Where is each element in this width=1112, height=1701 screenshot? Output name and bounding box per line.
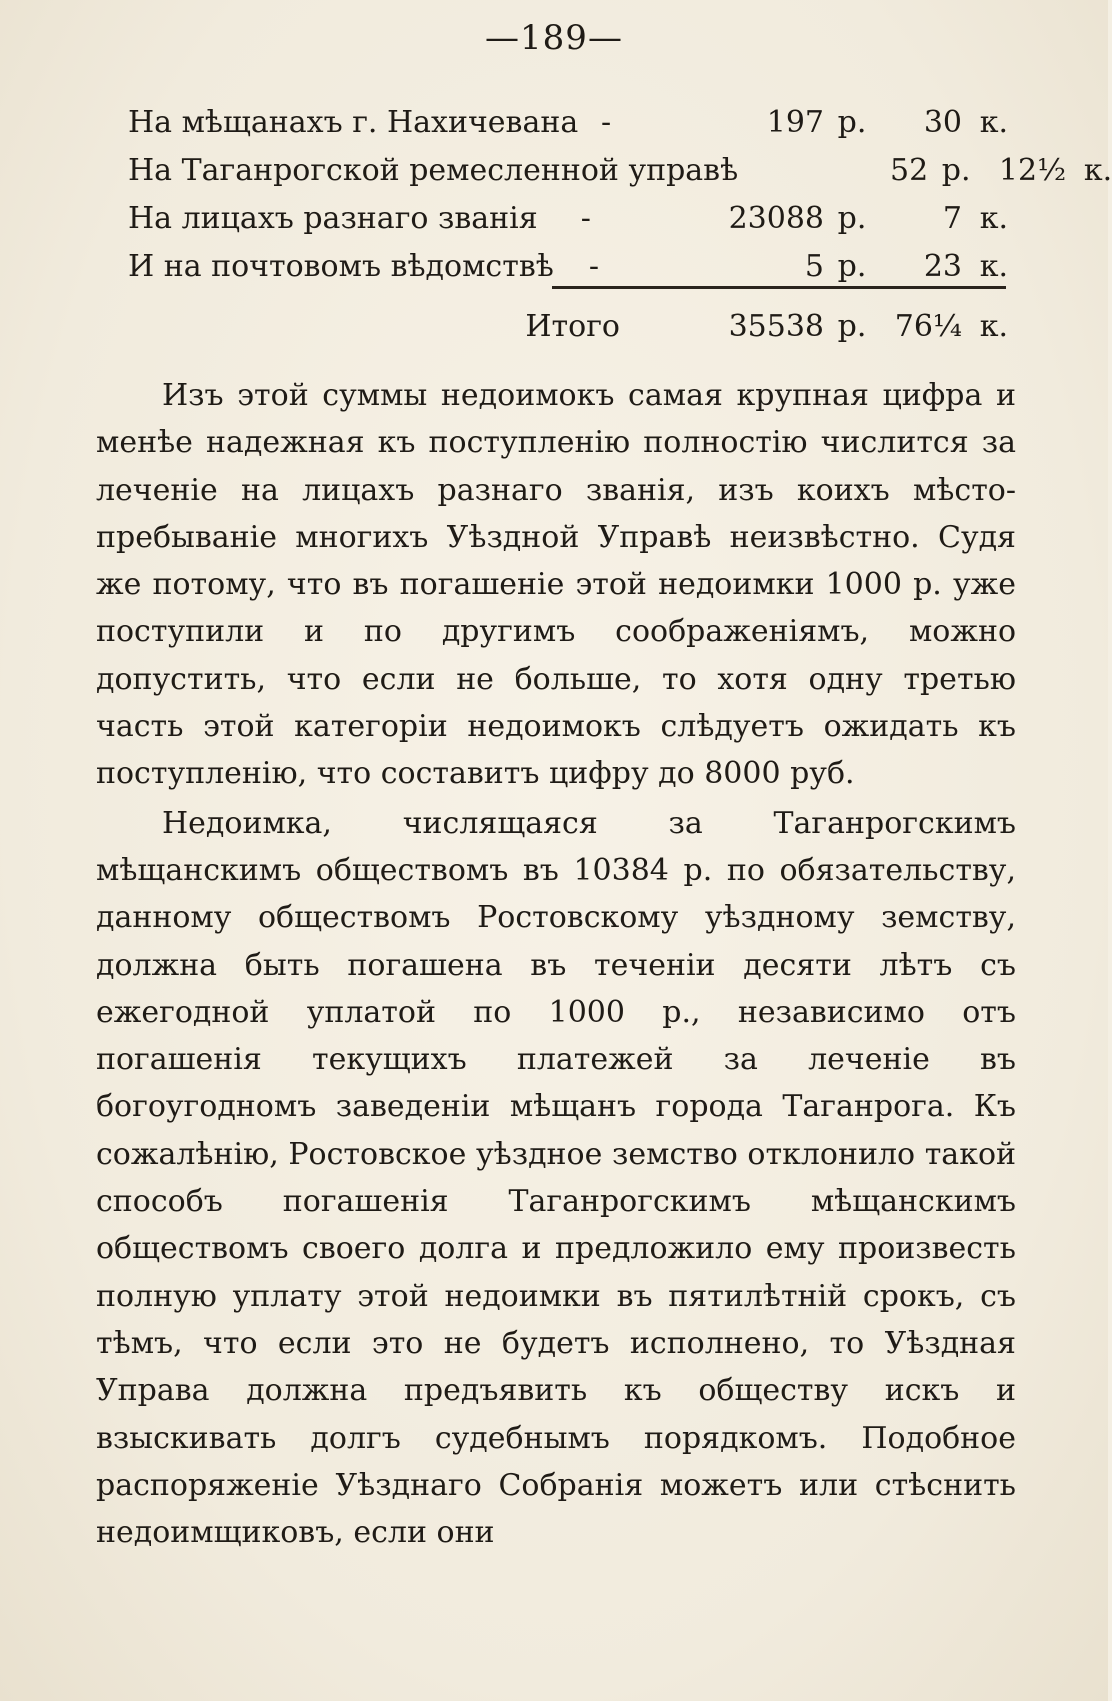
row-kopecks: 7	[942, 201, 962, 236]
row-kopecks: 23	[923, 249, 962, 284]
row-rubles: 197	[766, 105, 824, 140]
body-text	[96, 372, 1016, 1558]
row-dash: -	[580, 201, 591, 236]
row-rubles: 23088	[728, 201, 824, 236]
row-rubles-unit: р.	[837, 105, 867, 140]
total-row-wrap	[128, 296, 1008, 344]
row-rubles-unit: р.	[941, 153, 971, 188]
row-rubles-unit: р.	[837, 249, 867, 284]
table-row	[128, 188, 1008, 236]
row-label: И на почтовомъ вѣдомствѣ	[128, 249, 554, 284]
total-kopecks-unit: к.	[979, 309, 1008, 344]
paragraph: Изъ этой суммы недоимокъ самая крупная цифра и менѣе надежная къ поступленію полностію числится за леченіе на лицахъ разнаго званія, изъ коихъ мѣсто-пребываніе многихъ Уѣздной Управѣ неизвѣстно. Судя же потому, что въ погашеніе этой недоимки 1000 р. уже поступили и по другимъ соображеніямъ, можно допустить, что если не больше, то хотя одну третью часть этой категоріи недоимокъ слѣдуетъ ожидать къ поступленію, что составитъ цифру до 8000 руб.	[96, 378, 1016, 792]
row-rubles: 5	[804, 249, 824, 284]
page-number: —189—	[485, 18, 623, 58]
row-kopecks-unit: к.	[979, 105, 1008, 140]
paragraph: Недоимка, числящаяся за Таганрогскимъ мѣщанскимъ обществомъ въ 10384 р. по обязательству, данному обществомъ Ростовскому уѣздному земству, должна быть погашена въ теченіи десяти лѣтъ съ ежегодной уплатой по 1000 р., независимо отъ погашенія текущихъ платежей за леченіе въ богоугодномъ заведеніи мѣщанъ города Таганрога. Къ сожалѣнію, Ростовское уѣздное земство отклонило такой способъ погашенія Таганрогскимъ мѣщанскимъ обществомъ своего долга и предложило ему произвесть полную уплату этой недоимки въ пятилѣтній срокъ, съ тѣмъ, что если это не будетъ исполнено, то Уѣздная Управа должна предъявить къ обществу искъ и взыскивать долгъ судебнымъ порядкомъ. Подобное распоряженіе Уѣзднаго Собранія можетъ или стѣснить недоимщиковъ, если они	[96, 805, 1016, 1551]
row-label: На лицахъ разнаго званія	[128, 201, 538, 236]
total-divider-rule	[552, 286, 1006, 289]
arrears-table	[128, 92, 1112, 284]
table-row	[128, 92, 1008, 140]
total-rubles-unit: р.	[837, 309, 867, 344]
row-kopecks-unit: к.	[979, 249, 1008, 284]
total-label: Итого	[525, 309, 620, 344]
row-dash: -	[588, 249, 599, 284]
row-kopecks-unit: к.	[1083, 153, 1112, 188]
row-kopecks: 12½	[998, 153, 1067, 188]
row-label: На Таганрогской ремесленной управѣ	[128, 153, 739, 188]
row-label: На мѣщанахъ г. Нахичевана	[128, 105, 579, 140]
table-row	[128, 140, 1112, 188]
row-rubles: 52	[889, 153, 929, 188]
table-row	[128, 236, 1008, 284]
total-row	[128, 296, 1008, 344]
row-kopecks-unit: к.	[979, 201, 1008, 236]
row-rubles-unit: р.	[837, 201, 867, 236]
row-kopecks: 30	[923, 105, 962, 140]
row-dash: -	[601, 105, 612, 140]
total-kopecks: 76¼	[894, 309, 962, 344]
total-rubles: 35538	[728, 309, 824, 344]
